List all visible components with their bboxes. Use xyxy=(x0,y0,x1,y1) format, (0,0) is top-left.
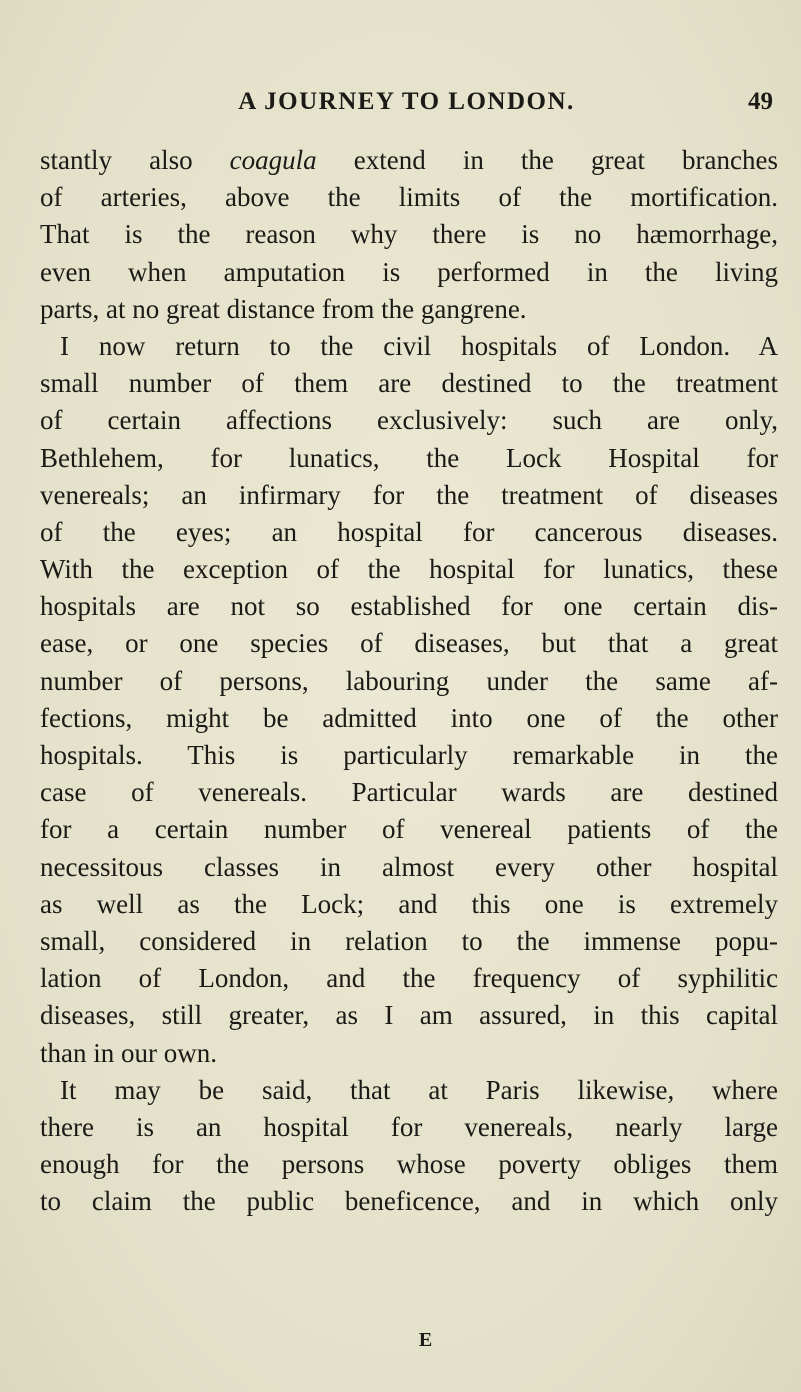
text-line: diseases, still greater, as I am assured, in this capital xyxy=(40,1000,778,1031)
text-line: than in our own. xyxy=(40,1037,217,1068)
text-line: as well as the Lock; and this one is extremely xyxy=(40,888,778,919)
text-line: of the eyes; an hospital for cancerous diseases. xyxy=(40,516,778,547)
text-line: Bethlehem, for lunatics, the Lock Hospital for xyxy=(40,442,778,473)
text-line: necessitous classes in almost every other hospital xyxy=(40,851,778,882)
text-line: venereals; an infirmary for the treatment of diseases xyxy=(40,479,778,510)
text-line: number of persons, labouring under the same af- xyxy=(40,665,778,696)
paragraph-start-line: I now return to the civil hospitals of London. A xyxy=(60,330,778,361)
text-line: parts, at no great distance from the gangrene. xyxy=(40,293,527,324)
text-line: for a certain number of venereal patients of the xyxy=(40,814,778,845)
text-line: small, considered in relation to the immense popu- xyxy=(40,925,778,956)
signature-mark: E xyxy=(418,1329,433,1351)
text-line: ease, or one species of diseases, but that a great xyxy=(40,628,778,659)
text-line: case of venereals. Particular wards are destined xyxy=(40,777,778,808)
running-title: A JOURNEY TO LONDON. xyxy=(238,88,575,115)
text-line: small number of them are destined to the treatment xyxy=(40,368,778,399)
page-number: 49 xyxy=(748,88,773,115)
text-line: With the exception of the hospital for lunatics, these xyxy=(40,554,778,585)
text-line: That is the reason why there is no hæmorrhage, xyxy=(40,219,778,250)
text-line: stantly also coagula extend in the great branches xyxy=(40,145,778,175)
text-line: even when amputation is performed in the living xyxy=(40,256,778,287)
text-line: there is an hospital for venereals, nearly large xyxy=(40,1111,778,1142)
text-line: hospitals are not so established for one certain dis- xyxy=(40,591,778,622)
text-line: of arteries, above the limits of the mortification. xyxy=(40,182,778,213)
running-head xyxy=(40,88,773,122)
text-line: fections, might be admitted into one of the other xyxy=(40,702,778,733)
text-line: lation of London, and the frequency of syphilitic xyxy=(40,963,778,994)
text-line: to claim the public beneficence, and in which only xyxy=(40,1186,778,1217)
text-line: hospitals. This is particularly remarkable in the xyxy=(40,740,778,770)
text-line: of certain affections exclusively: such are only, xyxy=(40,405,778,436)
italic-term: coagula xyxy=(229,145,317,175)
paragraph-start-line: It may be said, that at Paris likewise, where xyxy=(60,1074,778,1105)
body-text xyxy=(40,142,778,1220)
text-line: enough for the persons whose poverty obliges them xyxy=(40,1149,778,1180)
